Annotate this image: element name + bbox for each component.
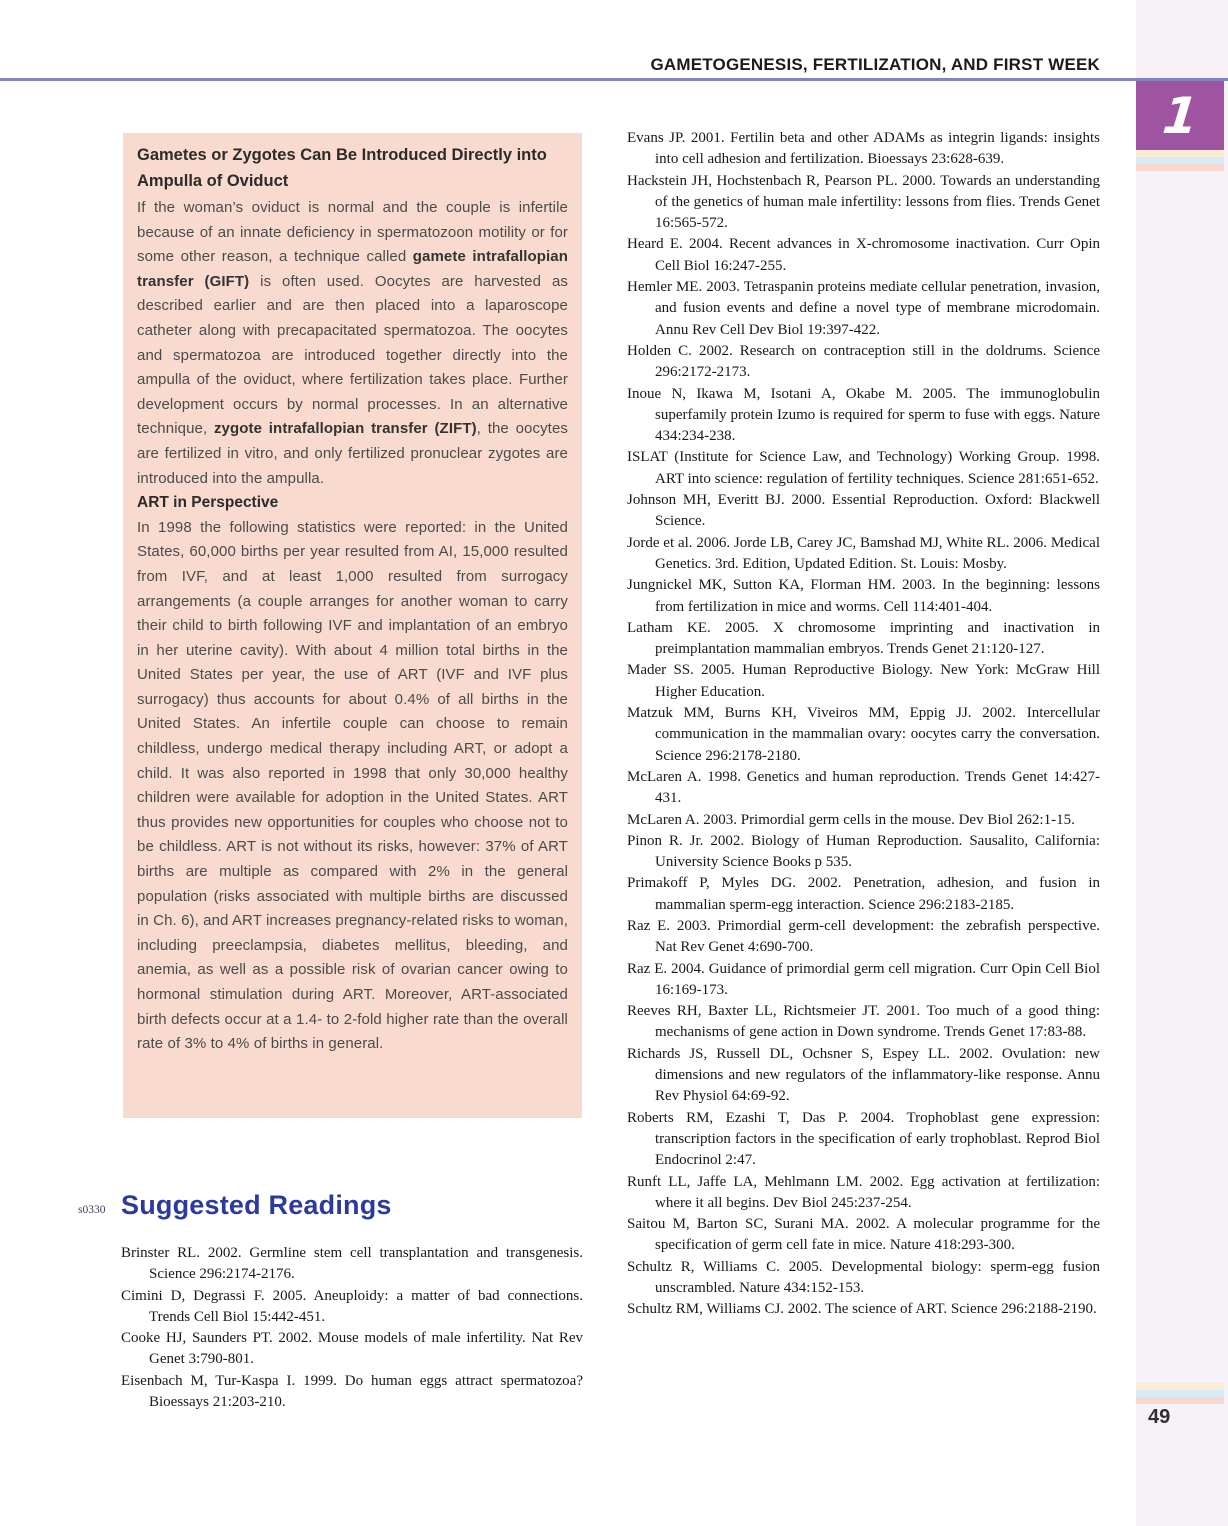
header-rule: [0, 78, 1228, 81]
reference-item: Inoue N, Ikawa M, Isotani A, Okabe M. 2005. The immunoglobulin superfamily protein Izumo is required for sperm to fuse with eggs. Nature 434:234-238.: [627, 385, 1100, 445]
reference-item: Johnson MH, Everitt BJ. 2000. Essential Reproduction. Oxford: Blackwell Science.: [627, 492, 1100, 530]
decorative-stripe-peach: [1136, 1383, 1224, 1390]
reference-item: Runft LL, Jaffe LA, Mehlmann LM. 2002. Egg activation at fertilization: where it all begins. Dev Biol 245:237-254.: [627, 1173, 1100, 1211]
box-paragraph-1: If the woman’s oviduct is normal and the couple is infertile because of an innate deficiency in spermatozoon motility or for some other reason, a technique called gamete intrafallopian transfer (GIFT) is often used. Oocytes are harvested as described earlier and are then placed into a laparoscope catheter along with precapacitated spermatozoa. The oocytes and spermatozoa are introduced together directly into the ampulla of the oviduct, where fertilization takes place. Further development occurs by normal processes. In an alternative technique, zygote intrafallopian transfer (ZIFT), the oocytes are fertilized in vitro, and only fertilized pronuclear zygotes are introduced into the ampulla.: [137, 199, 568, 487]
suggested-readings-list: [121, 1243, 583, 1413]
reference-item: Jorde et al. 2006. Jorde LB, Carey JC, Bamshad MJ, White RL. 2006. Medical Genetics. 3rd. Edition, Updated Edition. St. Louis: Mosby.: [627, 534, 1100, 572]
chapter-tab: [1136, 81, 1224, 150]
reference-item: Saitou M, Barton SC, Surani MA. 2002. A molecular programme for the specification of germ cell fate in mice. Nature 418:293-300.: [627, 1216, 1100, 1254]
reference-item: Eisenbach M, Tur-Kaspa I. 1999. Do human eggs attract spermatozoa? Bioessays 21:203-210.: [121, 1372, 583, 1411]
reference-item: Raz E. 2004. Guidance of primordial germ cell migration. Curr Opin Cell Biol 16:169-173.: [627, 960, 1100, 998]
reference-item: Richards JS, Russell DL, Ochsner S, Espey LL. 2002. Ovulation: new dimensions and new regulators of the inflammatory-like response. Annu Rev Physiol 64:69-92.: [627, 1045, 1100, 1105]
reference-item: Matzuk MM, Burns KH, Viveiros MM, Eppig JJ. 2002. Intercellular communication in the mammalian ovary: oocytes carry the conversation. Science 296:2178-2180.: [627, 705, 1100, 764]
box-paragraph-2: In 1998 the following statistics were reported: in the United States, 60,000 births per year resulted from AI, 15,000 resulted from IVF, and at least 1,000 resulted from surrogacy arrangements (a couple arranges for another woman to carry their child to birth following IVF and implantation of an embryo in her uterine cavity). With about 4 million total births in the United States per year, the use of ART (IVF and IVF plus surrogacy) thus accounts for about 0.4% of all births in the United States. An infertile couple can choose to remain childless, undergo medical therapy including ART, or adopt a child. It was also reported in 1998 that only 30,000 healthy children were available for adoption in the United States. ART thus provides new opportunities for couples who choose not to be childless. ART is not without its risks, however: 37% of ART births are multiple as compared with 2% in the general population (risks associated with multiple births are discussed in Ch. 6), and ART increases pregnancy-related risks to woman, including preeclampsia, diabetes mellitus, bleeding, and anemia, as well as a possible risk of ovarian cancer owing to hormonal stimulation during ART. Moreover, ART-associated birth defects occur at a 1.4- to 2-fold higher rate than the overall rate of 3% to 4% of births in general.: [137, 518, 568, 1053]
reference-item: McLaren A. 2003. Primordial germ cells in the mouse. Dev Biol 262:1-15.: [627, 811, 1075, 828]
reference-item: McLaren A. 1998. Genetics and human reproduction. Trends Genet 14:427-431.: [627, 768, 1100, 807]
clinical-note-box: [123, 133, 582, 1118]
reference-item: Hemler ME. 2003. Tetraspanin proteins mediate cellular penetration, invasion, and fusion events and define a novel type of membrane microdomain. Annu Rev Cell Dev Biol 19:397-422.: [627, 279, 1100, 338]
reference-item: Holden C. 2002. Research on contraception still in the doldrums. Science 296:2172-2173.: [627, 342, 1100, 381]
reference-item: Mader SS. 2005. Human Reproductive Biology. New York: McGraw Hill Higher Education.: [627, 662, 1100, 700]
page-edge-sidebar: [1136, 0, 1228, 1526]
reference-item: Cooke HJ, Saunders PT. 2002. Mouse models of male infertility. Nat Rev Genet 3:790-801.: [121, 1330, 583, 1368]
reference-item: Brinster RL. 2002. Germline stem cell transplantation and transgenesis. Science 296:2174-2176.: [121, 1245, 583, 1283]
decorative-stripe-blue: [1136, 1390, 1224, 1397]
reference-item: Raz E. 2003. Primordial germ-cell development: the zebrafish perspective. Nat Rev Genet 4:690-700.: [627, 917, 1100, 956]
decorative-stripe-peach: [1136, 150, 1224, 157]
reference-item: Reeves RH, Baxter LL, Richtsmeier JT. 2001. Too much of a good thing: mechanisms of gene action in Down syndrome. Trends Genet 17:83-88.: [627, 1003, 1100, 1041]
box-title: Gametes or Zygotes Can Be Introduced Directly into Ampulla of Oviduct: [137, 146, 547, 190]
reference-item: ISLAT (Institute for Science Law, and Technology) Working Group. 1998. ART into science: regulation of fertility techniques. Science 281:651-652.: [627, 449, 1100, 487]
references-column-right: [627, 128, 1100, 1321]
page-number: 49: [1148, 1406, 1171, 1428]
box-subheading: ART in Perspective: [137, 494, 279, 512]
reference-item: Evans JP. 2001. Fertilin beta and other ADAMs as integrin ligands: insights into cell adhesion and fertilization. Bioessays 23:628-639.: [627, 130, 1100, 168]
suggested-readings-heading: Suggested Readings: [121, 1190, 392, 1220]
reference-item: Pinon R. Jr. 2002. Biology of Human Reproduction. Sausalito, California: University Science Books p 535.: [627, 832, 1100, 871]
reference-item: Cimini D, Degrassi F. 2005. Aneuploidy: a matter of bad connections. Trends Cell Biol 15:442-451.: [121, 1287, 583, 1325]
reference-item: Roberts RM, Ezashi T, Das P. 2004. Trophoblast gene expression: transcription factors in the specification of early trophoblast. Reprod Biol Endocrinol 2:47.: [627, 1109, 1100, 1169]
reference-item: Jungnickel MK, Sutton KA, Florman HM. 2003. In the beginning: lessons from fertilization in mice and worms. Cell 114:401-404.: [627, 577, 1100, 615]
reference-item: Heard E. 2004. Recent advances in X-chromosome inactivation. Curr Opin Cell Biol 16:247-255.: [627, 236, 1100, 274]
reference-item: Primakoff P, Myles DG. 2002. Penetration, adhesion, and fusion in mammalian sperm-egg interaction. Science 296:2183-2185.: [627, 875, 1100, 913]
section-code-label: s0330: [78, 1204, 106, 1216]
reference-item: Latham KE. 2005. X chromosome imprinting and inactivation in preimplantation mammalian embryos. Trends Genet 21:120-127.: [627, 619, 1100, 658]
chapter-number: 1: [1159, 86, 1201, 145]
reference-item: Hackstein JH, Hochstenbach R, Pearson PL. 2000. Towards an understanding of the genetics of human male infertility: lessons from flies. Trends Genet 16:565-572.: [627, 172, 1100, 232]
reference-item: Schultz R, Williams C. 2005. Developmental biology: sperm-egg fusion unscrambled. Nature 434:152-153.: [627, 1258, 1100, 1297]
reference-item: Schultz RM, Williams CJ. 2002. The science of ART. Science 296:2188-2190.: [627, 1301, 1097, 1318]
decorative-stripe-blue: [1136, 157, 1224, 164]
decorative-stripe-pink: [1136, 1397, 1224, 1404]
decorative-stripe-pink: [1136, 164, 1224, 171]
running-head: GAMETOGENESIS, FERTILIZATION, AND FIRST WEEK: [650, 55, 1100, 74]
